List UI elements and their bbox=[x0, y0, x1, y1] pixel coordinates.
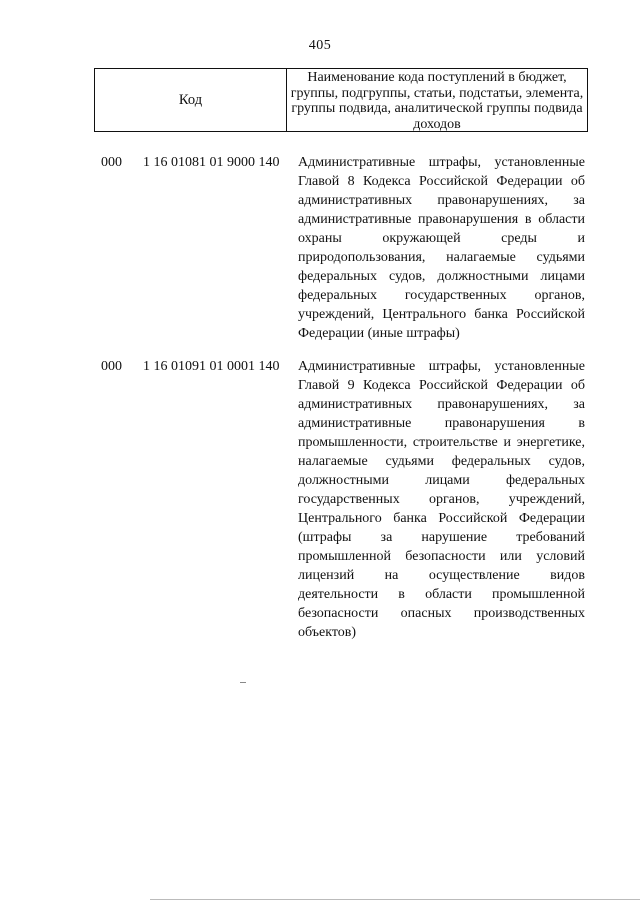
admin-code: 000 bbox=[101, 155, 122, 170]
code-description: Административные штрафы, установленные Главой 9 Кодекса Российской Федерации об административных правонарушениях, за административные правонарушения в промышленности, строительстве и энергетике, налагаемые судьями федеральных судов, должностными лицами федеральных государственных органов, учреждений, Центрального банка Российской Федерации (штрафы за нарушение требований промышленной безопасности или условий лицензий на осуществление видов деятельности в области промышленной безопасности опасных производственных объектов) bbox=[298, 359, 585, 640]
header-code-column: Код bbox=[95, 69, 287, 131]
scan-edge-line bbox=[150, 899, 640, 900]
code-description: Административные штрафы, установленные Главой 8 Кодекса Российской Федерации об административных правонарушениях, за административные правонарушения в области охраны окружающей среды и природопользования, налагаемые судьями федеральных судов, должностными лицами федеральных государственных органов, учреждений, Центрального банка Российской Федерации (иные штрафы) bbox=[298, 155, 585, 341]
scan-mark bbox=[240, 682, 246, 683]
admin-code: 000 bbox=[101, 359, 122, 374]
budget-code: 1 16 01091 01 0001 140 bbox=[143, 359, 280, 374]
page-number: 405 bbox=[308, 38, 332, 53]
header-name-column: Наименование кода поступлений в бюджет, группы, подгруппы, статьи, подстатьи, элемента, группы подвида, аналитической группы подвида доходов bbox=[290, 70, 584, 132]
table-header bbox=[94, 68, 588, 132]
budget-code: 1 16 01081 01 9000 140 bbox=[143, 155, 280, 170]
